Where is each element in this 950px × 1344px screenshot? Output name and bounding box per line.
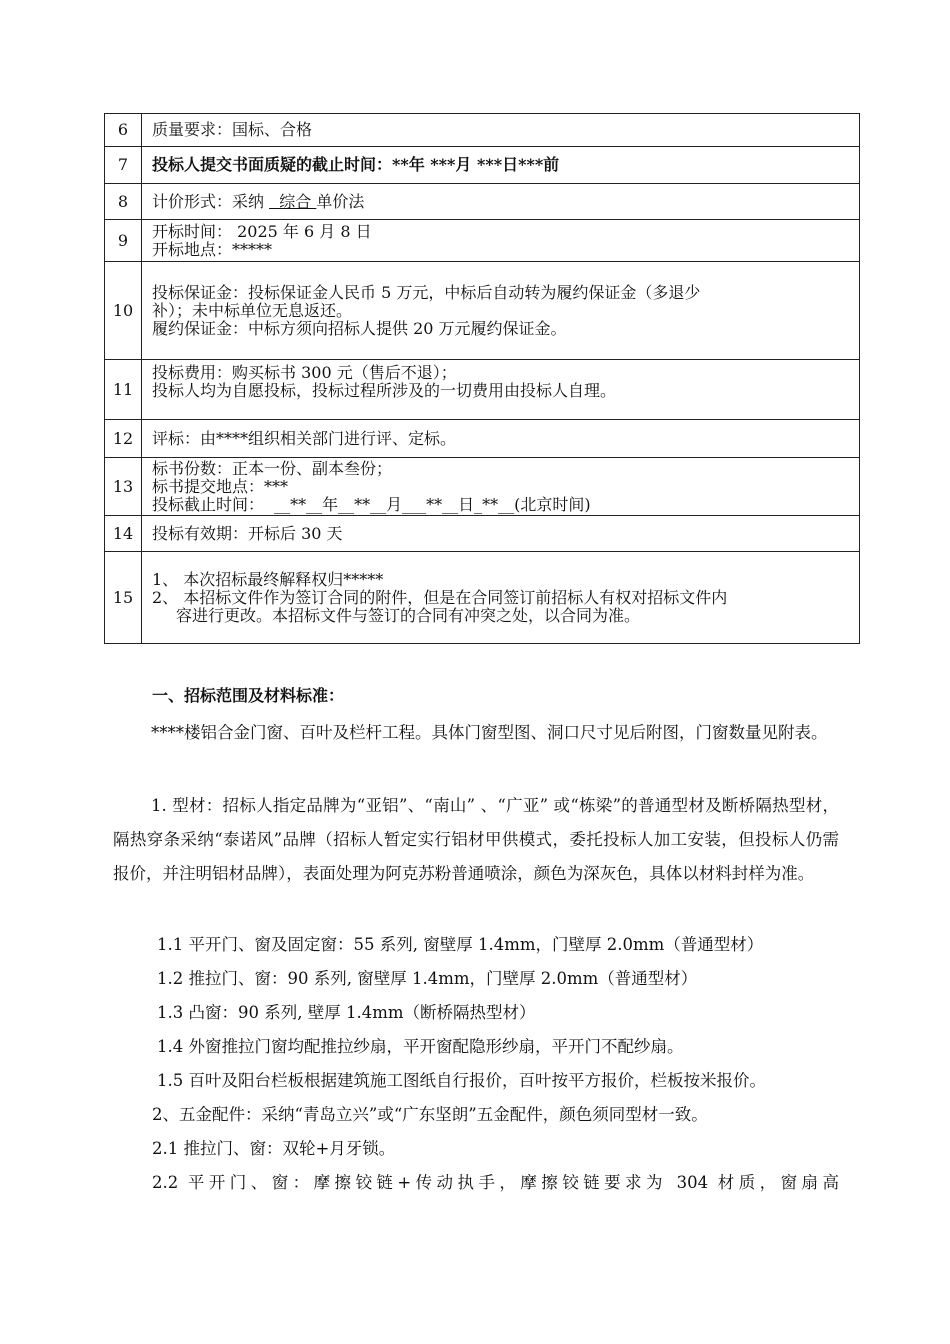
row-content [142, 184, 860, 220]
item-2-1: 2.1 推拉门、窗：双轮+月牙锁。 [152, 1139, 396, 1158]
table-row [105, 458, 860, 516]
item-2-2: 2.2 平开门、窗：摩擦铰链+传动执手，摩擦铰链要求为 304 材质，窗扇高 [152, 1173, 839, 1192]
row-content [142, 114, 860, 147]
item-1-5: 1.5 百叶及阳台栏板根据建筑施工图纸自行报价，百叶按平方报价，栏板按米报价。 [157, 1071, 766, 1090]
row-text: 投标保证金：投标保证金人民币 5 万元，中标后自动转为履约保证金（多退少 [152, 282, 701, 302]
row-text: 开标时间： 2025 年 6 月 8 日 [152, 221, 372, 241]
row-text: 投标人提交书面质疑的截止时间：**年 ***月 ***日***前 [152, 155, 560, 174]
pricing-label: 计价形式：采纳 [152, 191, 270, 211]
row-number: 14 [105, 516, 142, 552]
row-text: 投标有效期：开标后 30 天 [152, 523, 343, 543]
row-text: 标书提交地点：*** [152, 476, 289, 496]
row-text: 开标地点：***** [152, 239, 273, 259]
item-1-2: 1.2 推拉门、窗：90 系列, 窗壁厚 1.4mm，门壁厚 2.0mm（普通型材） [157, 969, 698, 988]
row-content [142, 552, 860, 644]
row-text: 标书份数：正本一份、副本叁份； [152, 458, 393, 478]
row-content [142, 220, 860, 262]
item-2: 2、五金配件：采纳“青岛立兴”或“广东坚朗”五金配件，颜色须同型材一致。 [152, 1105, 708, 1124]
row-text: 2、 本招标文件作为签订合同的附件，但是在合同签订前招标人有权对招标文件内 [152, 587, 728, 607]
row-number: 8 [105, 184, 142, 220]
row-content [142, 360, 860, 420]
row-number: 10 [105, 262, 142, 360]
row-text: 投标费用：购买标书 300 元（售后不退）； [152, 363, 457, 382]
row-number: 12 [105, 420, 142, 458]
row-text: 投标人均为自愿投标，投标过程所涉及的一切费用由投标人自理。 [152, 381, 617, 400]
table-row [105, 552, 860, 644]
row-text: 投标截止时间： __**__年__**__月___**__日_**__(北京时间) [152, 494, 591, 514]
table-row [105, 420, 860, 458]
row-text: 容进行更改。本招标文件与签订的合同有冲突之处，以合同为准。 [176, 605, 641, 625]
item-1-4: 1.4 外窗推拉门窗均配推拉纱扇，平开窗配隐形纱扇，平开门不配纱扇。 [157, 1037, 684, 1056]
row-text: 评标：由****组织相关部门进行评、定标。 [152, 428, 457, 448]
row-content [142, 516, 860, 552]
row-number: 13 [105, 458, 142, 516]
pricing-method: 综合 [269, 191, 317, 211]
row-number: 15 [105, 552, 142, 644]
table-row [105, 262, 860, 360]
table-row [105, 360, 860, 420]
item-1-1: 1.1 平开门、窗及固定窗：55 系列, 窗壁厚 1.4mm，门壁厚 2.0mm（普通型材） [157, 935, 764, 954]
row-text: 1、 本次招标最终解释权归***** [152, 569, 384, 589]
table-row [105, 220, 860, 262]
table-row [105, 516, 860, 552]
row-content [142, 147, 860, 184]
table-row [105, 114, 860, 147]
section-heading: 一、招标范围及材料标准： [152, 686, 345, 705]
row-text: 质量要求：国标、合格 [152, 120, 313, 139]
row-number: 6 [105, 114, 142, 147]
scope-intro-text: ****楼铝合金门窗、百叶及栏杆工程。具体门窗型图、洞口尺寸见后附图，门窗数量见附表。 [151, 723, 828, 742]
table-row [105, 184, 860, 220]
profile-paragraph [113, 789, 839, 891]
profile-paragraph-text: 1. 型材：招标人指定品牌为“亚铝”、“南山” 、“广亚” 或“栋梁”的普通型材及断桥隔热型材，隔热穿条采纳“泰诺风”品牌（招标人暂定实行铝材甲供模式，委托投标人加工安装，但投标人仍需报价，并注明铝材品牌），表面处理为阿克苏粉普通喷涂，颜色为深灰色，具体以材料封样为准。 [113, 796, 839, 883]
scope-intro [113, 716, 839, 750]
row-number: 9 [105, 220, 142, 262]
row-text: 补）；未中标单位无息返还。 [152, 300, 353, 320]
row-number: 11 [105, 360, 142, 420]
row-number: 7 [105, 147, 142, 184]
pricing-suffix: 单价法 [316, 191, 365, 211]
tender-info-table [104, 113, 860, 644]
table-row [105, 147, 860, 184]
row-content [142, 262, 860, 360]
row-content [142, 458, 860, 516]
row-text: 履约保证金：中标方须向招标人提供 20 万元履约保证金。 [152, 318, 567, 338]
item-1-3: 1.3 凸窗：90 系列, 壁厚 1.4mm（断桥隔热型材） [157, 1003, 536, 1022]
row-content [142, 420, 860, 458]
